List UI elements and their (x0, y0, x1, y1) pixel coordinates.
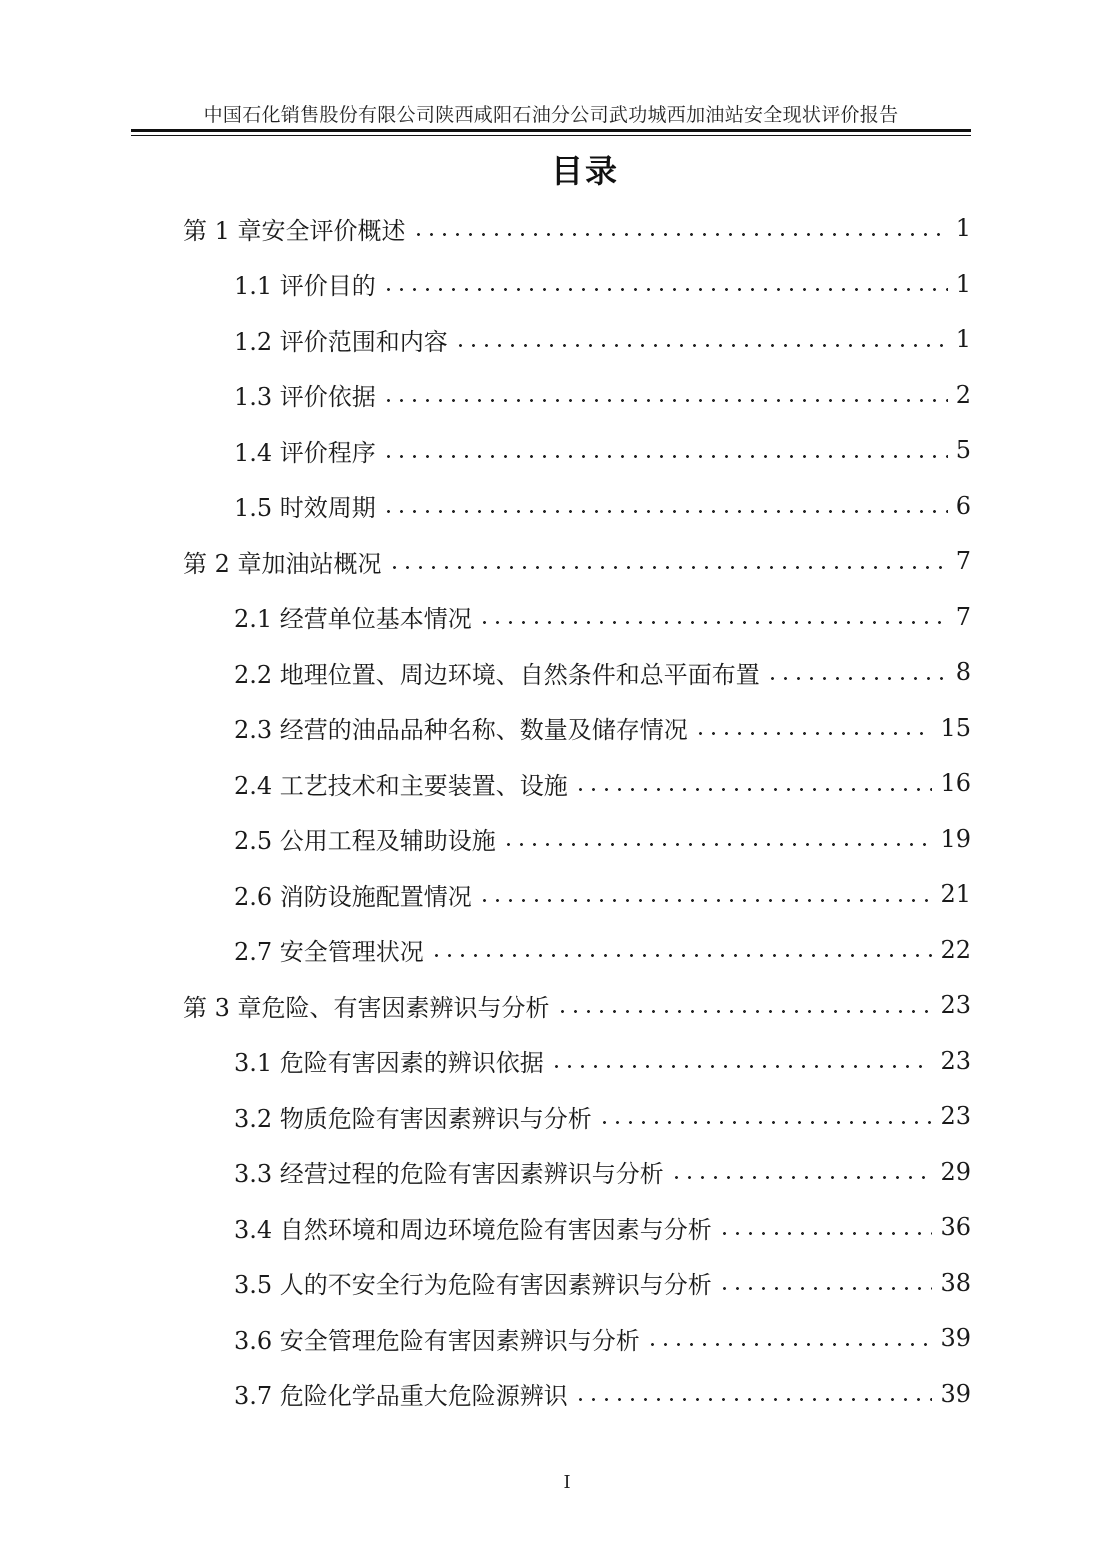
toc-leader-dots (718, 1287, 933, 1290)
toc-section-entry[interactable] (234, 866, 971, 922)
toc-section-entry[interactable] (234, 1088, 971, 1144)
toc-section-entry[interactable] (234, 1144, 971, 1200)
toc-section-entry[interactable] (234, 478, 971, 534)
toc-leader-dots (598, 1121, 933, 1124)
toc-entry-title: 1.2 评价范围和内容 (234, 327, 448, 356)
toc-entry-title: 3.3 经营过程的危险有害因素辨识与分析 (234, 1160, 664, 1188)
toc-entry-page: 23 (940, 1046, 971, 1075)
toc-entry-title: 2.2 地理位置、周边环境、自然条件和总平面布置 (234, 660, 760, 689)
toc-entry-title: 3.6 安全管理危险有害因素辨识与分析 (234, 1326, 640, 1355)
toc-leader-dots (556, 1010, 933, 1013)
toc-leader-dots (670, 1176, 933, 1179)
toc-entry-title: 2.6 消防设施配置情况 (234, 882, 472, 911)
toc-entry-page: 1 (955, 325, 971, 353)
page-number: I (563, 1472, 571, 1493)
toc-leader-dots (478, 899, 933, 902)
toc-entry-page: 1 (955, 214, 971, 242)
toc-entry-page: 5 (955, 436, 971, 464)
toc-entry-page: 22 (940, 935, 971, 964)
toc-leader-dots (382, 288, 948, 291)
toc-entry-page: 2 (955, 380, 971, 409)
toc-leader-dots (694, 732, 933, 735)
toc-entry-page: 6 (955, 491, 971, 520)
toc-entry-page: 1 (955, 269, 971, 298)
toc-leader-dots (478, 621, 948, 624)
toc-leader-dots (382, 455, 948, 458)
toc-section-entry[interactable] (234, 1366, 971, 1422)
toc-entry-title: 2.3 经营的油品品种名称、数量及储存情况 (234, 716, 688, 744)
header-rule-thick (131, 129, 971, 132)
toc-entry-title: 2.4 工艺技术和主要装置、设施 (234, 771, 568, 800)
toc-chapter-entry[interactable] (183, 977, 971, 1033)
toc-section-entry[interactable] (234, 367, 971, 423)
toc-section-entry[interactable] (234, 811, 971, 867)
toc-section-entry[interactable] (234, 1199, 971, 1255)
toc-leader-dots (550, 1065, 933, 1068)
toc-section-entry[interactable] (234, 700, 971, 756)
toc-entry-title: 3.4 自然环境和周边环境危险有害因素与分析 (234, 1215, 712, 1244)
toc-leader-dots (388, 566, 948, 569)
toc-entry-page: 38 (940, 1268, 971, 1297)
toc-entry-page: 39 (940, 1324, 971, 1352)
toc-section-entry[interactable] (234, 1033, 971, 1089)
toc-section-entry[interactable] (234, 922, 971, 978)
toc-section-entry[interactable] (234, 589, 971, 645)
toc-entry-title: 1.4 评价程序 (234, 438, 376, 467)
toc-leader-dots (766, 677, 948, 680)
toc-entry-title: 1.3 评价依据 (234, 383, 376, 411)
toc-leader-dots (574, 1398, 933, 1401)
toc-leader-dots (646, 1343, 933, 1346)
toc-entry-page: 8 (955, 658, 971, 686)
toc-entry-title: 第 1 章安全评价概述 (183, 216, 406, 245)
toc-leader-dots (382, 399, 948, 402)
toc-entry-title: 2.5 公用工程及辅助设施 (234, 827, 496, 855)
toc-entry-page: 23 (940, 991, 971, 1019)
toc-entry-title: 第 2 章加油站概况 (183, 549, 382, 578)
toc-leader-dots (430, 954, 933, 957)
toc-entry-title: 第 3 章危险、有害因素辨识与分析 (183, 993, 550, 1022)
toc-entry-page: 36 (940, 1213, 971, 1241)
toc-leader-dots (412, 233, 948, 236)
toc-entry-page: 23 (940, 1102, 971, 1130)
toc-chapter-entry[interactable] (183, 200, 971, 256)
toc-leader-dots (718, 1232, 933, 1235)
toc-entry-page: 16 (940, 769, 971, 797)
toc-entry-page: 7 (955, 602, 971, 631)
toc-title: 目录 (550, 152, 619, 190)
toc-entry-title: 3.5 人的不安全行为危险有害因素辨识与分析 (234, 1271, 712, 1299)
toc-entry-title: 1.1 评价目的 (234, 272, 376, 300)
toc-entry-page: 29 (940, 1157, 971, 1186)
toc-section-entry[interactable] (234, 311, 971, 367)
toc-section-entry[interactable] (234, 256, 971, 312)
toc-entry-page: 39 (940, 1379, 971, 1408)
toc-section-entry[interactable] (234, 644, 971, 700)
toc-section-entry[interactable] (234, 1310, 971, 1366)
toc-entry-page: 15 (940, 713, 971, 742)
toc-entry-title: 3.2 物质危险有害因素辨识与分析 (234, 1104, 592, 1133)
toc-entry-title: 2.1 经营单位基本情况 (234, 605, 472, 633)
toc-entry-page: 7 (955, 547, 971, 575)
toc-entry-title: 3.1 危险有害因素的辨识依据 (234, 1049, 544, 1077)
toc-chapter-entry[interactable] (183, 533, 971, 589)
toc-leader-dots (454, 344, 948, 347)
toc-entry-page: 19 (940, 824, 971, 853)
toc-leader-dots (574, 788, 933, 791)
toc-entry-title: 1.5 时效周期 (234, 494, 376, 522)
toc-entry-title: 2.7 安全管理状况 (234, 938, 424, 966)
toc-section-entry[interactable] (234, 1255, 971, 1311)
toc-leader-dots (382, 510, 948, 513)
toc-entry-page: 21 (940, 880, 971, 908)
toc-entry-title: 3.7 危险化学品重大危险源辨识 (234, 1382, 568, 1410)
document-header: 中国石化销售股份有限公司陕西咸阳石油分公司武功城西加油站安全现状评价报告 (203, 104, 899, 126)
header-rule-thin (131, 135, 971, 136)
toc-leader-dots (502, 843, 933, 846)
toc-section-entry[interactable] (234, 422, 971, 478)
toc-section-entry[interactable] (234, 755, 971, 811)
